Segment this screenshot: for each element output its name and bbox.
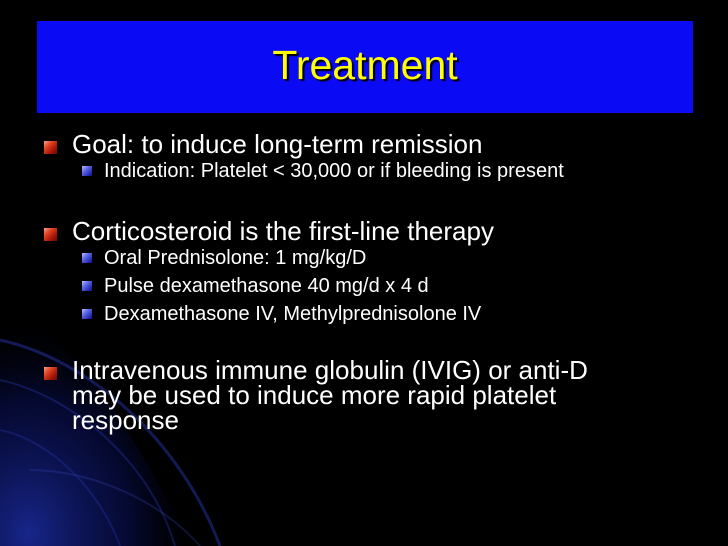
sub-bullet-pulse-dexamethasone <box>44 272 714 300</box>
bullet-text-line: response <box>72 405 179 435</box>
blue-square-bullet-icon <box>82 253 92 263</box>
red-square-bullet-icon <box>44 141 57 154</box>
red-square-bullet-icon <box>44 228 57 241</box>
bullet-corticosteroid <box>44 216 714 246</box>
sub-bullet-text: Dexamethasone IV, Methylprednisolone IV <box>104 303 482 325</box>
bullet-text-line: may be used to induce more rapid platelet <box>72 380 557 410</box>
bullet-text: Corticosteroid is the first-line therapy <box>72 216 494 246</box>
title-bar <box>37 21 693 113</box>
sub-bullet-text: Oral Prednisolone: 1 mg/kg/D <box>104 247 367 269</box>
bullet-text: Goal: to induce long-term remission <box>72 129 483 159</box>
bullet-goal <box>44 129 714 159</box>
content-area <box>44 129 714 435</box>
blue-square-bullet-icon <box>82 309 92 319</box>
red-square-bullet-icon <box>44 367 57 380</box>
sub-bullet-dexamethasone-iv <box>44 300 714 328</box>
sub-bullet-text: Indication: Platelet < 30,000 or if bleeding is present <box>104 160 564 182</box>
bullet-ivig <box>44 355 714 435</box>
blue-square-bullet-icon <box>82 166 92 176</box>
slide-title: Treatment <box>272 41 458 88</box>
bullet-text-line: Intravenous immune globulin (IVIG) or anti-D <box>72 355 588 385</box>
blue-square-bullet-icon <box>82 281 92 291</box>
sub-bullet-oral-prednisolone <box>44 244 714 272</box>
sub-bullet-text: Pulse dexamethasone 40 mg/d x 4 d <box>104 275 429 297</box>
sub-bullet-indication <box>44 157 714 185</box>
